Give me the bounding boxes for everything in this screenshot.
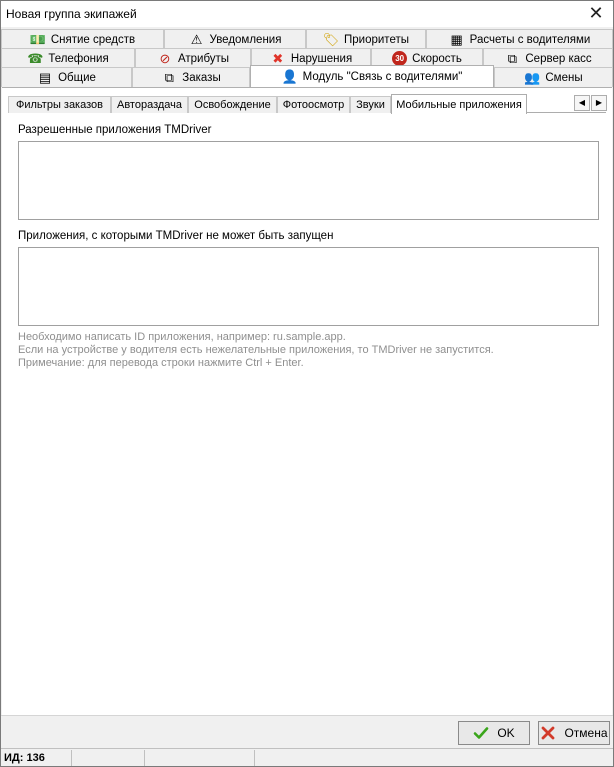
scroll-right-icon[interactable]: ▶ (591, 95, 607, 111)
tab-label: Приоритеты (344, 33, 409, 46)
tab-label: Сервер касс (525, 52, 592, 65)
tab-driver-payments[interactable] (426, 29, 613, 49)
title-bar (1, 1, 613, 27)
ok-button-label: OK (497, 726, 515, 740)
hint-line: Необходимо написать ID приложения, например: ru.sample.app. (18, 331, 346, 343)
scroll-left-icon[interactable]: ◀ (574, 95, 590, 111)
tab-withdrawal[interactable] (1, 29, 164, 49)
general-icon: ▤ (38, 69, 52, 85)
money-icon: 💵 (29, 31, 46, 47)
cancel-x-icon (540, 725, 556, 741)
tab-driver-link-module[interactable] (250, 65, 494, 87)
tab-label: Атрибуты (177, 52, 230, 65)
orders-icon: ⧉ (164, 69, 174, 85)
tab-label: Общие (58, 71, 96, 84)
allowed-apps-textarea[interactable] (18, 141, 599, 220)
tab-notifications[interactable] (164, 29, 306, 49)
blocked-apps-label: Приложения, с которыми TMDriver не может быть запущен (18, 230, 334, 242)
status-id: ИД: 136 (1, 750, 72, 766)
main-tabs (1, 27, 613, 87)
close-icon[interactable]: ✕ (588, 3, 604, 23)
subtab-sounds[interactable]: Звуки (350, 96, 391, 113)
violation-icon: ✖ (272, 50, 284, 66)
subtab-order-filters[interactable]: Фильтры заказов (8, 96, 111, 113)
calculator-icon: ▦ (450, 31, 463, 47)
cancel-button[interactable] (538, 721, 610, 745)
check-icon (473, 725, 489, 741)
tab-label: Снятие средств (50, 33, 136, 46)
status-cell (72, 750, 145, 766)
subtab-photo-inspection[interactable]: Фотоосмотр (277, 96, 350, 113)
tab-label: Уведомления (209, 33, 282, 46)
tab-priorities[interactable] (306, 29, 426, 49)
subtab-strip (8, 94, 606, 113)
allowed-apps-label: Разрешенные приложения TMDriver (18, 124, 212, 136)
tab-shifts[interactable] (494, 67, 613, 87)
tab-attributes[interactable] (135, 48, 251, 68)
shifts-icon: 👥 (524, 69, 541, 85)
cancel-button-label: Отмена (564, 726, 608, 740)
speed-limit-icon: 30 (392, 51, 407, 66)
tab-label: Нарушения (290, 52, 353, 65)
button-bar (1, 715, 613, 748)
tab-label: Заказы (182, 71, 221, 84)
tab-general[interactable] (1, 67, 132, 87)
tab-label: Модуль "Связь с водителями" (302, 70, 463, 83)
blocked-apps-textarea[interactable] (18, 247, 599, 326)
hint-line: Если на устройстве у водителя есть нежелательные приложения, то TMDriver не запустится. (18, 344, 494, 356)
mobile-apps-content (18, 124, 600, 370)
status-bar (1, 748, 613, 766)
status-cell (145, 750, 255, 766)
subtab-auto-dispatch[interactable]: Автораздача (111, 96, 188, 113)
tab-label: Скорость (412, 52, 462, 65)
tab-label: Телефония (48, 52, 109, 65)
tab-label: Расчеты с водителями (469, 33, 591, 46)
window-title: Новая группа экипажей (6, 7, 137, 21)
tab-orders[interactable] (132, 67, 250, 87)
driver-icon: 👤 (281, 68, 298, 84)
phone-icon: ☎ (27, 50, 44, 66)
ok-button[interactable] (458, 721, 530, 745)
tab-telephony[interactable] (1, 48, 135, 68)
tab-cash-server[interactable] (483, 48, 613, 68)
priority-icon: 🏷 (322, 31, 340, 47)
tab-panel (2, 87, 612, 715)
hint-block (18, 331, 600, 370)
cash-server-icon: ⧉ (507, 50, 518, 66)
warning-icon: ⚠ (190, 31, 203, 47)
no-smoking-icon: ⊘ (159, 50, 171, 66)
subtab-release[interactable]: Освобождение (188, 96, 277, 113)
tab-label: Смены (545, 71, 583, 84)
subtab-mobile-apps[interactable]: Мобильные приложения (391, 94, 527, 114)
hint-line: Примечание: для перевода строки нажмите Ctrl + Enter. (18, 357, 304, 369)
